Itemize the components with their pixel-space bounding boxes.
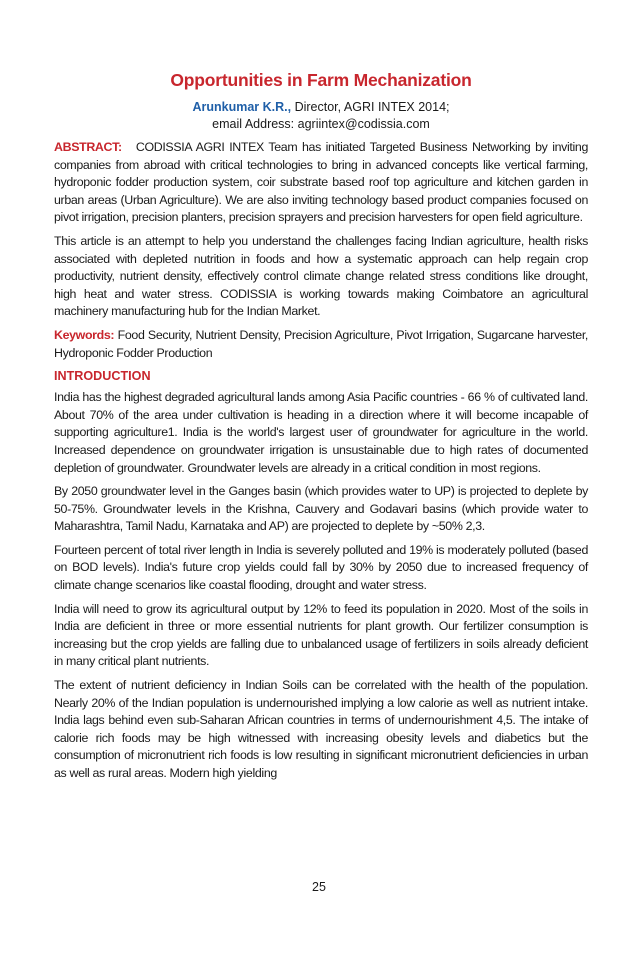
intro-paragraph-2: By 2050 groundwater level in the Ganges basin (which provides water to UP) is projected to deplete by 50-75%. Groundwater levels in the Krishna, Cauvery and Godavari basins (which provide water to Maharashtra, Tamil Nadu, Karnataka and AP) are projected to deplete by ~50% 2,3. xyxy=(54,484,588,534)
keywords-label: Keywords: xyxy=(54,327,115,342)
author-line xyxy=(54,99,588,116)
article-page xyxy=(54,70,588,789)
abstract-label: ABSTRACT: xyxy=(54,140,122,154)
keywords-text: Food Security, Nutrient Density, Precision Agriculture, Pivot Irrigation, Sugarcane harvester, Hydroponic Fodder Production xyxy=(54,327,589,360)
abstract-text: CODISSIA AGRI INTEX Team has initiated Targeted Business Networking by inviting companies from abroad with critical technologies to bring in advanced concepts like vertical farming, hydroponic fodder production system, coir substrate based roof top agriculture and kitchen garden in urban areas (Urban Agriculture). We are also inviting technology based product companies focused on pivot irrigation, precision planters, precision sprayers and precision harvesters for open field agriculture. xyxy=(54,140,588,225)
intro-paragraph-3: Fourteen percent of total river length in India is severely polluted and 19% is moderately polluted (based on BOD levels). India's future crop yields could fall by 30% by 2050 due to increased frequency of climate change scenarios like coastal flooding, drought and water stress. xyxy=(54,542,588,593)
author-affiliation: Director, AGRI INTEX 2014; xyxy=(291,100,450,114)
intro-paragraph-4: India will need to grow its agricultural output by 12% to feed its population in 2020. Most of the soils in India are deficient in three or more essential nutrients for plant growth. Our fertilizer consumption is increasing but the crop yields are falling due to unbalanced usage of fertilizers in soils already deficient in many critical plant nutrients. xyxy=(54,601,588,669)
introduction-heading: INTRODUCTION xyxy=(54,369,151,384)
page-number: 25 xyxy=(312,880,326,894)
abstract-paragraph-2: This article is an attempt to help you understand the challenges facing Indian agriculture, health risks associated with depleted nutrition in foods and how a systematic approach can help regain crop productivity, nutrient density, effectively control climate change related stress conditions like drought, high heat and water stress. CODISSIA is working towards making Coimbatore an agricultural machinery manufacturing hub for the Indian Market. xyxy=(54,233,588,319)
intro-paragraph-1: India has the highest degraded agricultural lands among Asia Pacific countries - 66 % of cultivated land. About 70% of the area under cultivation is heading in a direction where it will become incapable of supporting agriculture1. India is the world's largest user of groundwater for agriculture in the world. Increased dependence on groundwater irrigation is unsustainable due to high rates of documented depletion of groundwater. Groundwater levels are already in a critical condition in most regions. xyxy=(54,390,588,475)
article-title: Opportunities in Farm Mechanization xyxy=(170,70,472,90)
author-name: Arunkumar K.R., xyxy=(192,100,292,114)
abstract-paragraph xyxy=(54,139,588,227)
author-email: email Address: agriintex@codissia.com xyxy=(212,117,430,131)
intro-paragraph-5: The extent of nutrient deficiency in Indian Soils can be correlated with the health of the population. Nearly 20% of the Indian population is undernourished implying a low calorie as well as nutrient intake. India lags behind even sub-Saharan African countries in terms of undernourishment 4,5. The intake of calorie rich foods may be high witnessed with increasing obesity levels and diabetics but the consumption of micronutrient rich foods is low resulting in significant micronutrient deficiencies in urban as well as rural areas. Modern high yielding xyxy=(54,678,588,780)
keywords-paragraph xyxy=(54,327,588,362)
